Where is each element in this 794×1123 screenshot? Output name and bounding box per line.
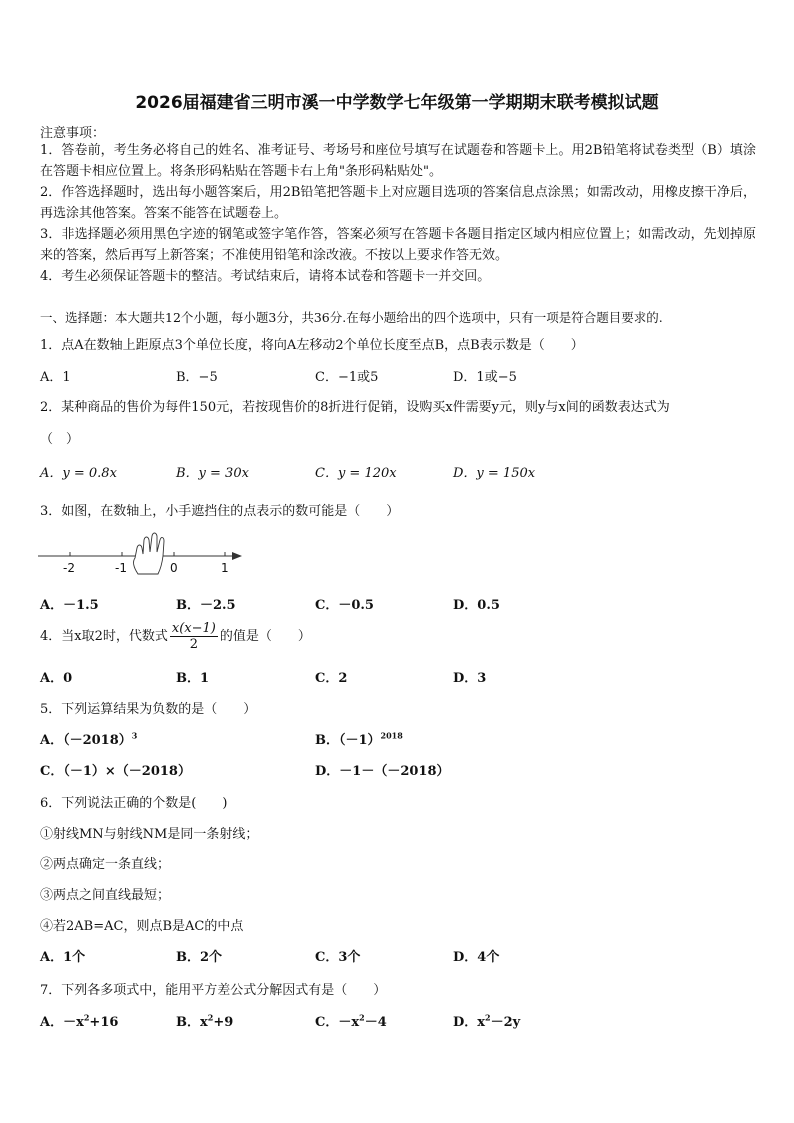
q6-statement-1: ①射线MN与射线NM是同一条射线； — [40, 827, 259, 842]
section-heading: 一、选择题：本大题共12个小题，每小题3分，共36分.在每小题给出的四个选项中，只有一项是符合题目要求的. — [40, 310, 663, 325]
q3-option-a: A．－1.5 — [40, 598, 99, 613]
q6-stem: 6．下列说法正确的个数是( ) — [40, 796, 228, 811]
tick-label: 1 — [221, 561, 229, 575]
q4-option-a: A．0 — [40, 671, 73, 686]
arrow-head-icon — [232, 552, 242, 560]
q7-d-suffix: －2y — [490, 1015, 521, 1030]
q7-stem: 7．下列各多项式中，能用平方差公式分解因式有是（ ） — [40, 983, 387, 998]
q7-d-exponent: 2 — [485, 1012, 491, 1023]
q7-d-prefix: D．x — [453, 1015, 486, 1030]
q7-option-a — [40, 1011, 118, 1030]
q5-option-c: C．（－1）×（－2018） — [40, 764, 191, 779]
q7-b-suffix: +9 — [213, 1015, 234, 1030]
q3-option-c: C．－0.5 — [315, 598, 374, 613]
q2-stem-paren: （ ） — [40, 432, 80, 447]
q7-b-prefix: B．x — [176, 1015, 208, 1030]
q7-c-suffix: －4 — [364, 1015, 387, 1030]
q7-c-prefix: C．－x — [315, 1015, 360, 1030]
q7-a-suffix: +16 — [89, 1015, 119, 1030]
q5-b-exponent: 2018 — [380, 730, 403, 741]
q7-option-d — [453, 1011, 520, 1030]
q4-option-d: D．3 — [453, 671, 487, 686]
q6-option-d: D．4个 — [453, 950, 500, 965]
note-item-2: 2．作答选择题时，选出每小题答案后，用2B铅笔把答题卡上对应题目选项的答案信息点涂黑；如需改动，用橡皮擦干净后，再选涂其他答案。答案不能答在试题卷上。 — [40, 185, 756, 221]
q2-stem: 2．某种商品的售价为每件150元，若按现售价的8折进行促销，设购买x件需要y元，则y与x间的函数表达式为 — [40, 400, 670, 415]
q6-option-c: C．3个 — [315, 950, 361, 965]
q2-option-a: A．y = 0.8x — [40, 466, 117, 481]
q7-c-exponent: 2 — [359, 1012, 365, 1023]
q5-a-exponent: 3 — [131, 730, 138, 741]
tick-label: -2 — [63, 561, 75, 575]
q7-option-c — [315, 1011, 387, 1030]
q5-option-d: D．－1－（－2018） — [315, 764, 450, 779]
fraction-numerator: x(x−1) — [171, 621, 216, 636]
q1-option-c: C．−1或5 — [315, 370, 379, 385]
q2-option-b: B．y = 30x — [176, 466, 249, 481]
fraction-denominator: 2 — [189, 637, 198, 652]
q4-stem — [40, 621, 311, 652]
q5-option-a — [40, 729, 137, 748]
q5-b-base: B．（－1） — [315, 733, 381, 748]
q5-stem: 5．下列运算结果为负数的是（ ） — [40, 702, 257, 717]
q7-option-b — [176, 1011, 233, 1030]
q4-stem-suffix: 的值是（ ） — [219, 629, 311, 644]
q1-option-b: B．−5 — [176, 370, 218, 385]
note-item-4: 4．考生必须保证答题卡的整洁。考试结束后，请将本试卷和答题卡一并交回。 — [40, 269, 491, 284]
q3-option-d: D．0.5 — [453, 598, 500, 613]
q7-b-exponent: 2 — [207, 1012, 214, 1023]
q7-a-prefix: A．－x — [40, 1015, 84, 1030]
tick-label: -1 — [115, 561, 127, 575]
q1-stem: 1．点A在数轴上距原点3个单位长度，将向A左移动2个单位长度至点B，点B表示数是（ ） — [40, 338, 584, 353]
q7-a-exponent: 2 — [83, 1012, 90, 1023]
q1-option-d: D．1或−5 — [453, 370, 517, 385]
q3-option-b: B．－2.5 — [176, 598, 236, 613]
q5-a-base: A．（－2018） — [40, 733, 132, 748]
hand-icon — [134, 533, 164, 574]
q2-option-c: C．y = 120x — [315, 466, 397, 481]
q4-option-b: B．1 — [176, 671, 210, 686]
note-item-3: 3．非选择题必须用黑色字迹的钢笔或签字笔作答，答案必须写在答题卡各题目指定区域内相应位置上；如需改动，先划掉原来的答案，然后再写上新答案；不准使用铅笔和涂改液。不按以上要求作答无效。 — [40, 227, 756, 263]
q3-stem: 3．如图，在数轴上，小手遮挡住的点表示的数可能是（ ） — [40, 504, 400, 519]
q5-option-b — [315, 729, 403, 748]
q4-fraction — [170, 621, 218, 652]
tick-label: 0 — [170, 561, 178, 575]
q6-statement-2: ②两点确定一条直线； — [40, 857, 171, 872]
q4-stem-prefix: 4．当x取2时，代数式 — [40, 629, 168, 644]
note-item-1: 1．答卷前，考生务必将自己的姓名、准考证号、考场号和座位号填写在试题卷和答题卡上。用2B铅笔将试卷类型（B）填涂在答题卡相应位置上。将条形码粘贴在答题卡右上角"条形码粘贴处"。 — [40, 143, 756, 179]
q1-option-a: A．1 — [40, 370, 71, 385]
page-title: 2026届福建省三明市溪一中学数学七年级第一学期期末联考模拟试题 — [135, 93, 659, 113]
notes-heading: 注意事项： — [40, 126, 106, 141]
q6-statement-3: ③两点之间直线最短； — [40, 888, 171, 903]
q2-option-d: D．y = 150x — [453, 466, 536, 481]
q6-option-a: A．1个 — [40, 950, 86, 965]
q6-option-b: B．2个 — [176, 950, 223, 965]
q6-statement-4: ④若2AB=AC，则点B是AC的中点 — [40, 919, 244, 934]
q4-option-c: C．2 — [315, 671, 348, 686]
